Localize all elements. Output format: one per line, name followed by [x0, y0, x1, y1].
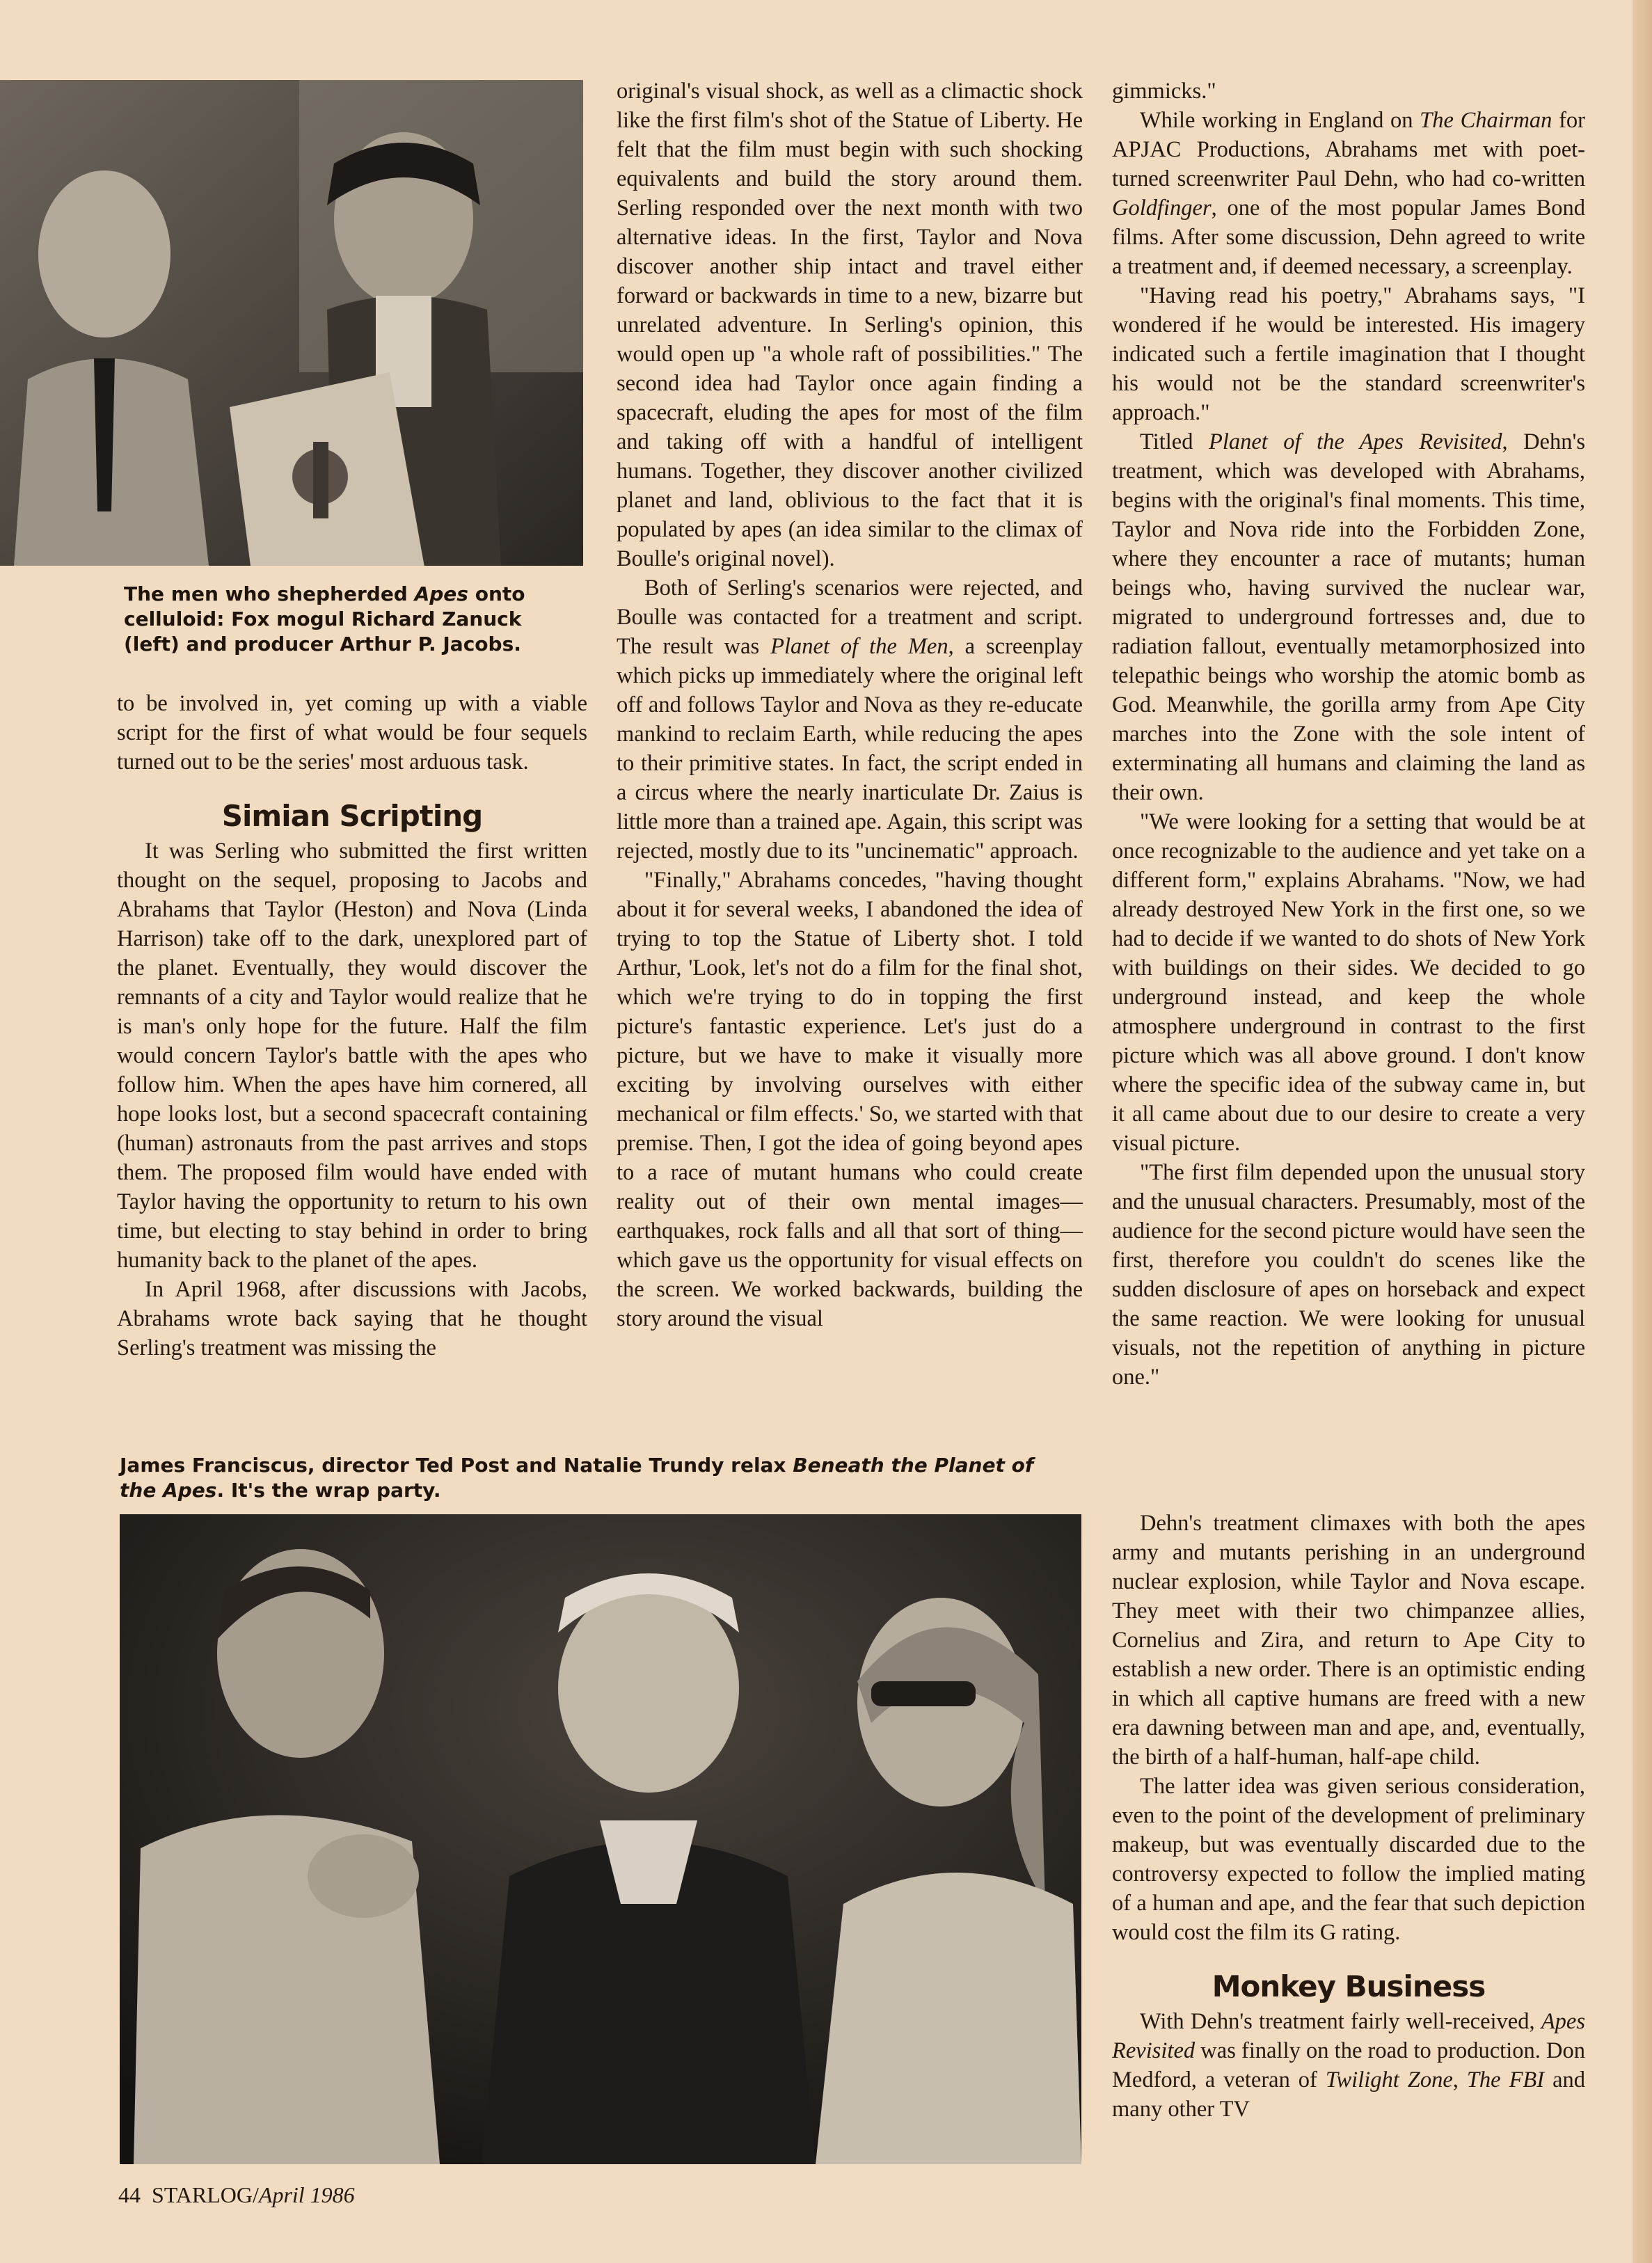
paragraph: "The first film depended upon the unusual story and the unusual characters. Presumably, most of the audience for the second picture would have seen the first, therefore you couldn't do scenes like the sudden disclosure of apes on horseback and expect the same reaction. We were looking for unusual visuals, not the repetition of anything in picture one."	[1112, 1160, 1585, 1390]
paragraph: gimmicks."	[1112, 79, 1216, 104]
paragraph: to be involved in, yet coming up with a viable script for the first of what would be four sequels turned out to be the series' most arduous task.	[117, 691, 587, 775]
paragraph: In April 1968, after discussions with Jacobs, Abrahams wrote back saying that he thought Serling's treatment was missing the	[117, 1277, 587, 1360]
paragraph: Both of Serling's scenarios were rejected, and Boulle was contacted for a treatment and script. The result was Planet of the Men, a screenplay which picks up immediately where the original left off and follows Taylor and Nova as they re-educate mankind to reclaim Earth, while reducing the apes to their primitive states. In fact, the script ended in a circus where the nearly inarticulate Dr. Zaius is little more than a trained ape. Again, this script was rejected, mostly due to its "uncinematic" approach.	[617, 575, 1083, 864]
photo-zanuck-jacobs-art	[0, 80, 583, 566]
magazine-name: STARLOG/	[152, 2182, 259, 2207]
paragraph: "Having read his poetry," Abrahams says, "I wondered if he would be interested. His imagery indicated such a fertile imagination that I thought his would not be the standard screenwriter's approach."	[1112, 283, 1585, 425]
paragraph: "We were looking for a setting that would be at once recognizable to the audience and yet take on a different form," explains Abrahams. "Now, we had already destroyed New York in the first one, so we had to decide if we wanted to do shots of New York with buildings on their sides. We decided to go underground instead, and keep the whole atmosphere underground in contrast to the first picture which was all above ground. I don't know where the specific idea of the subway came in, but it all came about due to our desire to create a very visual picture.	[1112, 809, 1585, 1156]
page-number: 44	[118, 2182, 141, 2207]
column-1	[117, 689, 587, 1363]
subhead-monkey-business: Monkey Business	[1212, 1969, 1486, 2003]
paragraph: Titled Planet of the Apes Revisited, Dehn's treatment, which was developed with Abrahams, begins with the original's final moments. This time, Taylor and Nova ride into the Forbidden Zone, where they encounter a race of mutants; human beings who, having survived the nuclear war, migrated to underground fortresses and, due to radiation fallout, eventually metamorphosized into telepathic beings who worship the atomic bomb as God. Meanwhile, the gorilla army from Ape City marches into the Zone with the sole intent of exterminating all humans and claiming the land as their own.	[1112, 429, 1585, 805]
paragraph: Dehn's treatment climaxes with both the apes army and mutants perishing in an underground nuclear explosion, while Taylor and Nova escape. They meet with their two chimpanzee allies, Cornelius and Zira, and return to Ape City to establish a new order. There is an optimistic ending in which all captive humans are freed with a new era dawning between man and ape, and, eventually, the birth of a half-human, half-ape child.	[1112, 1511, 1585, 1770]
paragraph: With Dehn's treatment fairly well-received, Apes Revisited was finally on the road to production. Don Medford, a veteran of Twilight Zone, The FBI and many other TV	[1112, 2009, 1585, 2122]
caption-top: The men who shepherded Apes onto celluloid: Fox mogul Richard Zanuck (left) and producer Arthur P. Jacobs.	[124, 582, 525, 656]
paragraph: While working in England on The Chairman for APJAC Productions, Abrahams met with poet-turned screenwriter Paul Dehn, who had co-written Goldfinger, one of the most popular James Bond films. After some discussion, Dehn agreed to write a treatment and, if deemed necessary, a screenplay.	[1112, 108, 1585, 279]
column-2	[617, 77, 1083, 1333]
page-folio	[118, 2182, 355, 2208]
paragraph: It was Serling who submitted the first written thought on the sequel, proposing to Jacobs and Abrahams that Taylor (Heston) and Nova (Linda Harrison) take off to the dark, unexplored part of the planet. Eventually, they would discover the remnants of a city and Taylor would realize that he is man's only hope for the future. Half the film would concern Taylor's battle with the apes who follow him. When the apes have him cornered, all hope looks lost, but a second spacecraft containing (human) astronauts from the past arrives and stops them. The proposed film would have ended with Taylor having the opportunity to return to his own time, but electing to stay behind in order to bring humanity back to the planet of the apes.	[117, 839, 587, 1273]
issue-date: April 1986	[258, 2182, 355, 2207]
paragraph: The latter idea was given serious consideration, even to the point of the development of preliminary makeup, but was eventually discarded due to the controversy expected to follow the implied mating of a human and ape, and the fear that such depiction would cost the film its G rating.	[1112, 1774, 1585, 1945]
column-3-lower	[1112, 1509, 1585, 2124]
column-3	[1112, 77, 1585, 1392]
caption-bottom: James Franciscus, director Ted Post and Natalie Trundy relax Beneath the Planet of the Apes. It's the wrap party.	[120, 1454, 1034, 1502]
paragraph: original's visual shock, as well as a climactic shock like the first film's shot of the Statue of Liberty. He felt that the film must begin with such shocking equivalents and build the story around them. Serling responded over the next month with two alternative ideas. In the first, Taylor and Nova discover another ship intact and travel either forward or backwards in time to a new, bizarre but unrelated adventure. In Serling's opinion, this would open up "a whole raft of possibilities." The second idea had Taylor once again finding a spacecraft, eluding the apes for most of the film and taking off with a handful of intelligent humans. Together, they discover another civilized planet and land, oblivious to the fact that it is populated by apes (an idea similar to the climax of Boulle's original novel).	[617, 79, 1083, 571]
photo-wrap-party	[120, 1514, 1081, 2164]
photo-wrap-party-art	[120, 1514, 1081, 2164]
paragraph: "Finally," Abrahams concedes, "having thought about it for several weeks, I abandoned the idea of trying to top the Statue of Liberty shot. I told Arthur, 'Look, let's not do a film for the final shot, which we're trying to do in topping the first picture's fantastic experience. Let's just do a picture, but we have to make it visually more exciting by involving ourselves with either mechanical or film effects.' So, we started with that premise. Then, I got the idea of going beyond apes to a race of mutant humans who could create reality out of their own mental images—earthquakes, rock falls and all that sort of thing—which gave us the opportunity for visual effects on the screen. We worked backwards, building the story around the visual	[617, 868, 1083, 1331]
photo-zanuck-jacobs	[0, 80, 583, 566]
subhead-simian-scripting: Simian Scripting	[221, 799, 483, 833]
page-edge	[1633, 0, 1652, 2263]
